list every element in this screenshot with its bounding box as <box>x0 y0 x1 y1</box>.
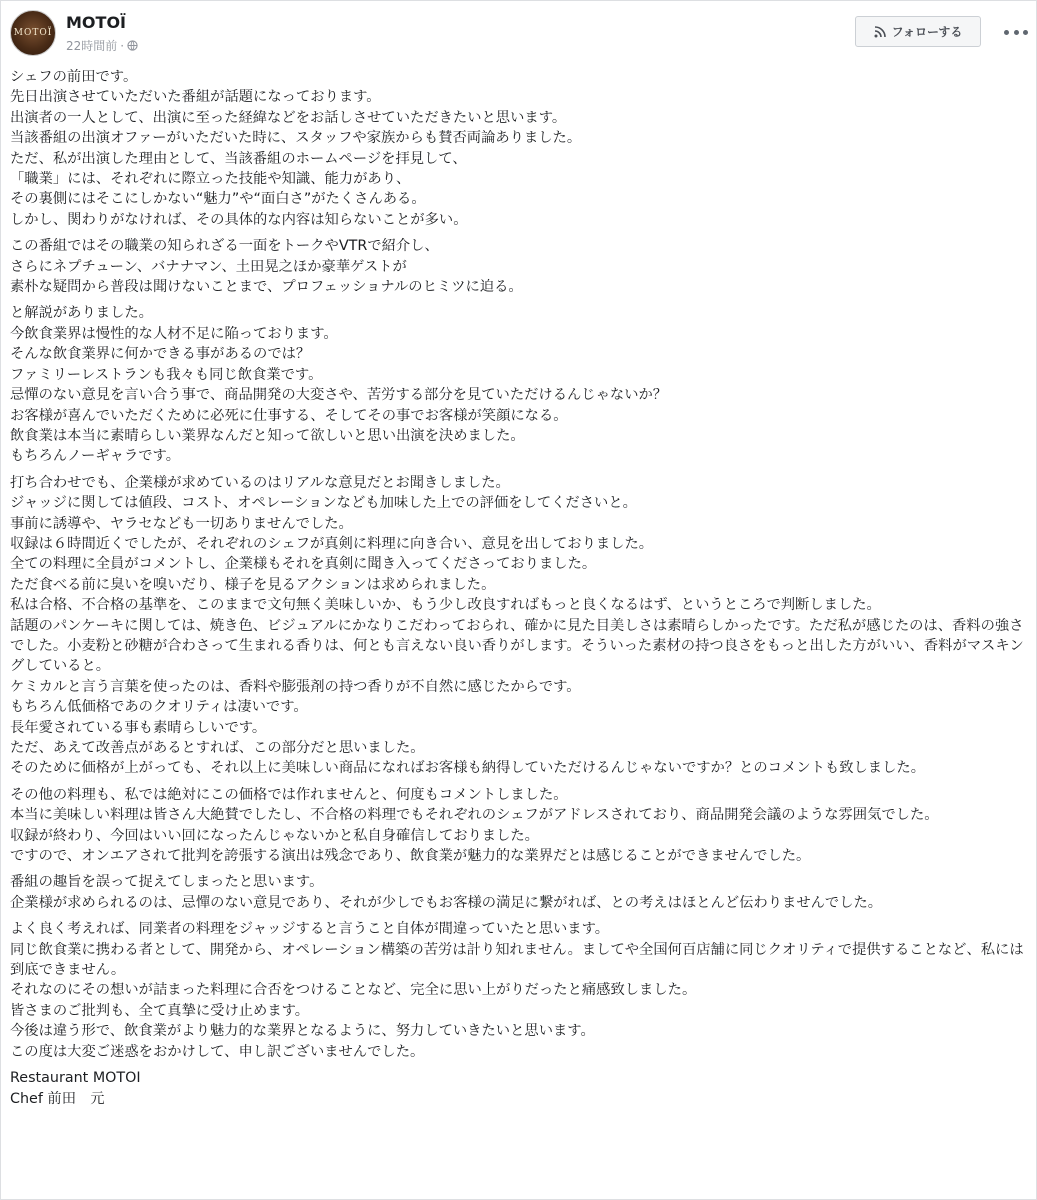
post-paragraph: その他の料理も、私では絶対にこの価格では作れませんと、何度もコメントしました。 本当に美味しい料理は皆さん大絶賛でしたし、不合格の料理でもそれぞれのシェフがアドレスされており、商品開発会議のような雰囲気でした。 収録が終わり、今回はいい回になったんじゃないかと私自身確信しておりました。 ですので、オンエアされて批判を誇張する演出は残念であり、飲食業が魅力的な業界だとは感じることができませんでした。 <box>10 786 939 865</box>
more-options-icon[interactable] <box>1004 24 1028 40</box>
globe-icon <box>127 40 138 51</box>
post-paragraph: よく良く考えれば、同業者の料理をジャッジすると言うこと自体が間違っていたと思います。 同じ飲食業に携わる者として、開発から、オペレーション構築の苦労は計り知れません。ましてや全国何百店舗に同じクオリティで提供することなど、私には到底できません。 それなのにその想いが詰まった料理に合否をつけることなど、完全に思い上がりだったと痛感致しました。 皆さまのご批判も、全て真摯に受け止めます。 今後は違う形で、飲食業がより魅力的な業界となるように、努力していきたいと思います。 この度は大変ご迷惑をおかけして、申し訳ございませんでした。 <box>10 921 1024 1060</box>
post-paragraph: 打ち合わせでも、企業様が求めているのはリアルな意見だとお聞きしました。 ジャッジに関しては値段、コスト、オペレーションなども加味した上での評価をしてくださいと。 事前に誘導や、ヤラセなども一切ありませんでした。 収録は６時間近くでしたが、それぞれのシェフが真剣に料理に向き合い、意見を出しておりました。 全ての料理に全員がコメントし、企業様もそれを真剣に聞き入ってくださっておりました。 ただ食べる前に臭いを嗅いだり、様子を見るアクションは求められました。 私は合格、不合格の基準を、このままで文句無く美味しいか、もう少し改良すればもっと良くなるはず、というところで判断しました。 話題のパンケーキに関しては、焼き色、ビジュアルにかなりこだわっておられ、確かに見た目美しさは素晴らしかったです。ただ私が感じたのは、香料の強さでした。小麦粉と砂糖が合わさって生まれる香りは、何とも言えない良い香りがします。そういった素材の持つ良さをもっと出した方がいい、香料がマスキングしていると。 ケミカルと言う言葉を使ったのは、香料や膨張剤の持つ香りが不自然に感じたからです。 もちろん低価格であのクオリティは凄いです。 長年愛されている事も素晴らしいです。 ただ、あえて改善点があるとすれば、この部分だと思いました。 そのために価格が上がっても、それ以上に美味しい商品になればお客様も納得していただけるんじゃないですか？とのコメントも致しました。 <box>10 474 1024 777</box>
post-meta <box>66 37 138 54</box>
follow-button[interactable] <box>855 16 981 47</box>
post-paragraph: と解説がありました。 今飲食業界は慢性的な人材不足に陥っております。 そんな飲食業界に何かできる事があるのでは？ ファミリーレストランも我々も同じ飲食業です。 忌憚のない意見を言い合う事で、商品開発の大変さや、苦労する部分を見ていただけるんじゃないか？ お客様が喜んでいただくために必死に仕事する、そしてその事でお客様が笑顔になる。 飲食業は本当に素晴らしい業界なんだと知って欲しいと思い出演を決めました。 もちろんノーギャラです。 <box>10 305 668 465</box>
post-paragraph: 番組の趣旨を誤って捉えてしまったと思います。 企業様が求められるのは、忌憚のない意見であり、それが少しでもお客様の満足に繋がれば、との考えはほとんど伝わりませんでした。 <box>10 874 883 911</box>
page-name[interactable]: MOTOÏ <box>66 13 126 32</box>
post-body <box>10 67 1024 1115</box>
rss-icon <box>874 26 886 38</box>
post-header <box>10 10 1024 62</box>
timestamp[interactable]: 22時間前 <box>66 39 118 53</box>
avatar-logo-text: MOTOÏ <box>13 28 53 38</box>
avatar[interactable] <box>10 10 56 56</box>
post-paragraph: この番組ではその職業の知られざる一面をトークやVTRで紹介し、 さらにネプチューン、バナナマン、土田晃之ほか豪華ゲストが 素朴な疑問から普段は聞けないことまで、プロフェッショナルのヒミツに迫る。 <box>10 238 523 296</box>
meta-separator: · <box>120 38 125 53</box>
post-signature: Restaurant MOTOI Chef 前田 元 <box>10 1070 141 1107</box>
follow-label: フォローする <box>891 25 963 39</box>
post-paragraph: シェフの前田です。 先日出演させていただいた番組が話題になっております。 出演者の一人として、出演に至った経緯などをお話しさせていただきたいと思います。 当該番組の出演オファーがいただいた時に、スタッフや家族からも賛否両論ありました。 ただ、私が出演した理由として、当該番組のホームページを拝見して、 「職業」には、それぞれに際立った技能や知識、能力があり、 その裏側にはそこにしかない“魅力”や“面白さ”がたくさんある。 しかし、関わりがなければ、その具体的な内容は知らないことが多い。 <box>10 69 582 228</box>
